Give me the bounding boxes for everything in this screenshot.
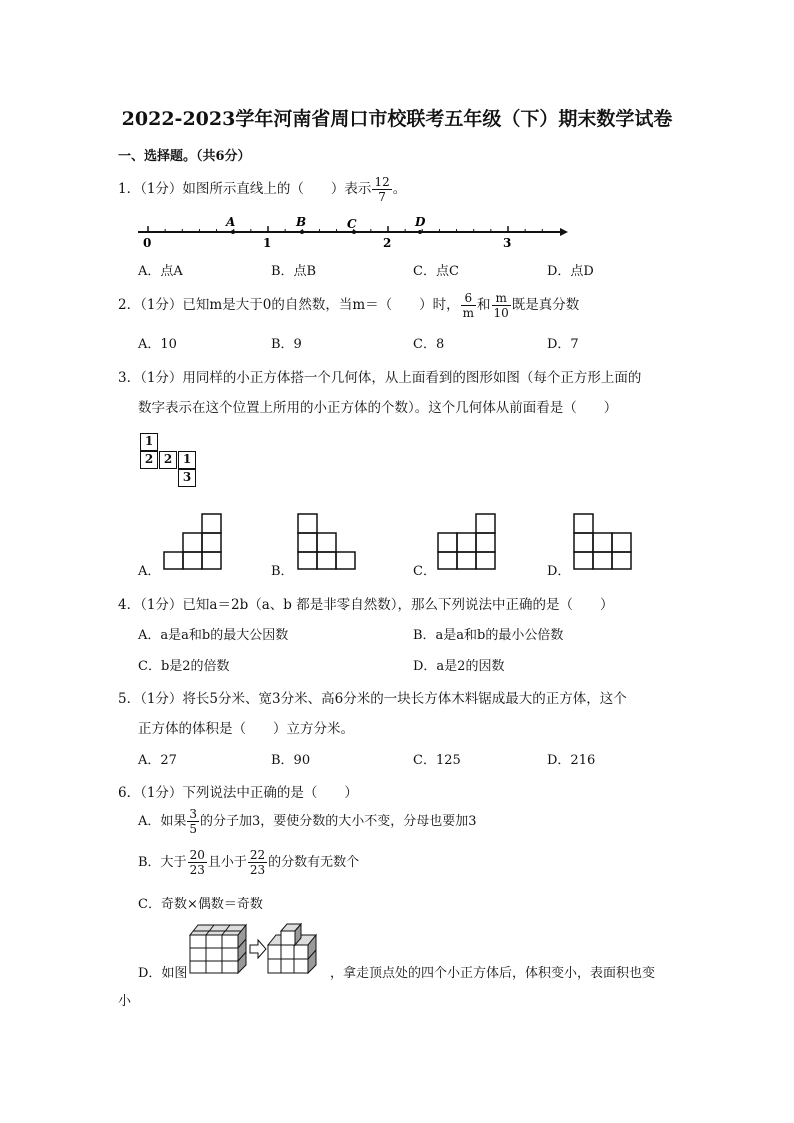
q2-option-a[interactable]: A．10 (138, 337, 177, 352)
grid-cell: 3 (178, 469, 196, 487)
q2-fraction-1: $\frac{6}{m}$ (462, 291, 475, 320)
q4-option-c[interactable]: C．b是2的倍数 (138, 659, 230, 674)
q2-option-b[interactable]: B．9 (271, 337, 302, 352)
tick-label-1: 1 (263, 236, 272, 250)
q3-figure-c (436, 512, 500, 572)
question-6: 6．（1分）下列说法中正确的是（ ） (118, 785, 358, 801)
question-5-line-2: 正方体的体积是（ ）立方分米。 (138, 721, 354, 737)
point-label-a: A (226, 215, 236, 229)
q5-option-c[interactable]: C．125 (413, 753, 461, 768)
q4-option-b[interactable]: B．a是a和b的最小公倍数 (413, 628, 564, 643)
q5-option-d[interactable]: D．216 (547, 753, 596, 768)
q1-option-a[interactable]: A．点A (138, 264, 183, 279)
tick-label-2: 2 (383, 236, 392, 250)
point-label-b: B (296, 215, 307, 229)
question-2: 2．（1分）已知m是大于0的自然数，当m＝（ ）时， $\frac{6}{m}$ 和 $\frac{m}{10}$ 既是真分数 (118, 291, 580, 320)
question-3-line-2: 数字表示在这个位置上所用的小正方体的个数）。这个几何体从前面看是（ ） (138, 400, 618, 416)
q6-option-d-label[interactable]: D．如图 (138, 966, 188, 981)
point-a (231, 230, 235, 234)
grid-cell: 2 (140, 451, 158, 469)
question-1: 1．（1分）如图所示直线上的（ ）表示 $\frac{12}{7}$ 。 (118, 175, 407, 204)
q5-option-a[interactable]: A．27 (138, 753, 177, 768)
point-b (300, 230, 304, 234)
q1-fraction: $\frac{12}{7}$ (374, 175, 390, 204)
q6-option-d-continued: 小 (118, 994, 132, 1009)
q6-option-d-text: ，拿走顶点处的四个小正方体后，体积变小，表面积也变 (330, 966, 656, 981)
point-d (418, 230, 422, 234)
q6-option-a[interactable]: A．如果 $\frac{3}{5}$ 的分子加3，要使分数的大小不变，分母也要加3 (138, 807, 477, 836)
q1-option-b[interactable]: B．点B (271, 264, 317, 279)
grid-cell: 1 (178, 451, 196, 469)
question-4: 4．（1分）已知a＝2b（a、b 都是非零自然数），那么下列说法中正确的是（ ） (118, 597, 614, 613)
q1-option-d[interactable]: D．点D (547, 264, 594, 279)
cube-figure (188, 917, 328, 975)
point-label-d: D (415, 215, 426, 229)
q6-option-c[interactable]: C．奇数×偶数＝奇数 (138, 897, 263, 912)
q3-option-d[interactable]: D． (547, 564, 571, 579)
q4-option-d[interactable]: D．a是2的因数 (413, 659, 505, 674)
q3-figure-d (572, 512, 636, 572)
grid-cell: 2 (159, 451, 177, 469)
top-view-grid (140, 433, 200, 493)
q3-figure-b (296, 512, 360, 572)
question-5-line-1: 5．（1分）将长5分米、宽3分米、高6分米的一块长方体木料锯成最大的正方体，这个 (118, 691, 627, 707)
q2-option-c[interactable]: C．8 (413, 337, 445, 352)
tick-label-0: 0 (143, 236, 152, 250)
page-title: 2022-2023学年河南省周口市校联考五年级（下）期末数学试卷 (121, 108, 673, 130)
q2-option-d[interactable]: D．7 (547, 337, 579, 352)
grid-cell: 1 (140, 433, 158, 451)
q1-stem: 1．（1分）如图所示直线上的（ ）表示 (118, 181, 372, 197)
q4-option-a[interactable]: A．a是a和b的最大公因数 (138, 628, 289, 643)
tick-label-3: 3 (503, 236, 512, 250)
section-heading: 一、选择题。（共6分） (118, 149, 251, 164)
q3-option-b[interactable]: B． (271, 564, 294, 579)
q5-option-b[interactable]: B．90 (271, 753, 311, 768)
q3-figure-a (162, 512, 226, 572)
question-3-line-1: 3．（1分）用同样的小正方体搭一个几何体，从上面看到的图形如图（每个正方形上面的 (118, 370, 642, 386)
q2-fraction-2: $\frac{m}{10}$ (493, 291, 509, 320)
point-label-c: C (347, 217, 357, 231)
q3-option-a[interactable]: A． (138, 564, 161, 579)
number-line (130, 210, 570, 250)
q1-option-c[interactable]: C．点C (413, 264, 459, 279)
q6-option-b[interactable]: B．大于 $\frac{20}{23}$ 且小于 $\frac{22}{23}$ 的分数有无数个 (138, 848, 360, 877)
q3-option-c[interactable]: C． (413, 564, 436, 579)
